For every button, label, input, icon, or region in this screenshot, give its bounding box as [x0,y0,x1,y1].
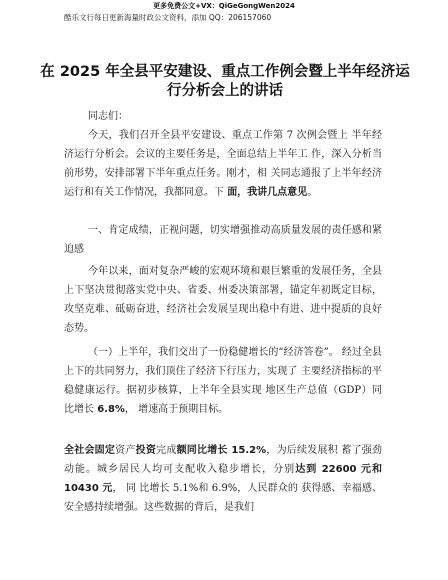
paragraph-opening-text: 今天，我们召开全县平安建设、重点工作第 7 次例会暨上 半年经济运行分析会。会议的主要任务是，全面总结上半年工 作，深入分析当前形势，安排部署下半年重点任务。刚才，相 关同志通报了上半年经济运行和有关工作情况，我都同意。下 [64,130,382,198]
section-heading-1: 一、肯定成绩，正视问题，切实增强推动高质量发展的责任感和紧迫感 [64,225,382,255]
paragraph-investment-end: ， 同 比增长 5.1%和 6.9%，人民群众的 获得感、幸福感、安全感持续增强。这些数据的背后，是我们 [64,483,382,513]
income-values: 达到 22600 元和 10430 元 [64,464,383,494]
paragraph-opening-end: 。 [307,187,318,198]
paragraph-economy-end: ， 增速高于预期目标。 [124,404,229,415]
paragraph-opening [64,126,382,202]
investment-label-3: 投资 [135,445,157,456]
paragraph-opening-emphasis: 面，我讲几点意见 [227,187,308,198]
paragraph-overview: 今年以来，面对复杂严峻的宏观环境和艰巨繁重的发展任务，全县上下坚决贯彻落实党中央、省委、州委决策部署，锚定年初既定目标，攻坚克难、砥砺奋进，经济社会发展呈现出稳中有进、进中提质的良好态势。 [64,266,382,334]
gdp-growth-value: 6.8% [97,404,125,415]
paragraph-economy [64,343,382,419]
greeting: 同志们： [88,111,128,122]
investment-label-4: 完成 [156,445,177,456]
paragraph-economy-text: （一）上半年，我们交出了一份稳健增长的“经济答卷”。 经过全县上下的共同努力，我们顶住了经济下行压力，实现了 主要经济指标的平稳健康运行。据初步核算，上半年全县实现 地区生产总值（GDP）同 比增长 [64,347,382,415]
header-promo-line: 更多免费公文+VX：QiGeGongWen2024 [153,2,295,10]
investment-growth-value: 额同比增长 15.2% [176,445,267,456]
header-source-line: 酷乐文行每日更新海量时政公文资料，添加 QQ：206157060 [64,13,272,22]
document-title: 在 2025 年全县平安建设、重点工作例会暨上半年经济运行分析会上的讲话 [40,64,410,99]
paragraph-investment-text: ，为后续发展积 蓄了强劲动能。城乡居民人均可支配收入稳步增长，分别 [64,445,383,475]
investment-label-1: 全社会固定 [64,445,116,456]
investment-label-2: 资产 [115,445,136,456]
paragraph-investment [64,441,382,517]
